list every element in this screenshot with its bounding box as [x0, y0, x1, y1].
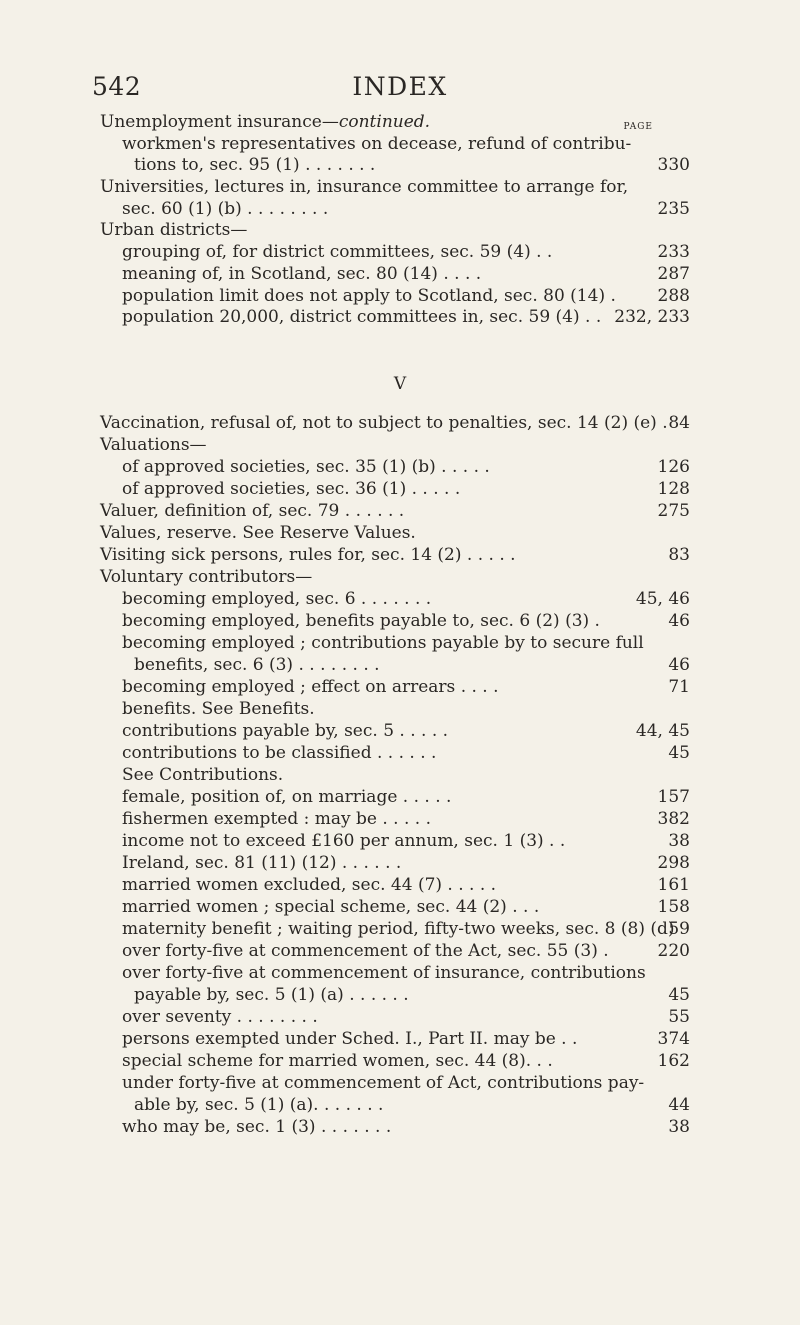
entry-text: contributions payable by, sec. 5 . . . . . — [122, 721, 449, 741]
entry-text: income not to exceed £160 per annum, sec. 1 (3) . . — [122, 831, 566, 851]
index-entry — [0, 698, 800, 720]
entry-text: tions to, sec. 95 (1) . . . . . . . — [134, 155, 376, 176]
index-entry — [0, 1028, 800, 1050]
index-entry — [0, 808, 800, 830]
index-entry — [0, 764, 800, 786]
index-entry — [0, 984, 800, 1006]
entry-page: 330 — [657, 155, 690, 176]
entry-text: workmen's representatives on decease, refund of contribu- — [122, 133, 632, 154]
index-entry — [0, 852, 800, 874]
index-entry — [0, 220, 800, 242]
entry-text: Values, reserve. See Reserve Values. — [100, 523, 416, 543]
index-entry — [0, 1072, 800, 1094]
entry-text: meaning of, in Scotland, sec. 80 (14) . . . . — [122, 263, 482, 284]
index-entry — [0, 434, 800, 456]
entry-page: 232, 233 — [614, 307, 690, 328]
index-entry — [0, 720, 800, 742]
entry-text: who may be, sec. 1 (3) . . . . . . . — [122, 1117, 392, 1137]
entry-page: 44 — [668, 1095, 690, 1115]
entry-page: 288 — [657, 285, 690, 306]
entry-page: 374 — [657, 1029, 690, 1049]
entry-text: over forty-five at commencement of the Act, sec. 55 (3) . — [122, 941, 609, 961]
entry-text: of approved societies, sec. 36 (1) . . . . . — [122, 479, 461, 499]
entry-text: Ireland, sec. 81 (11) (12) . . . . . . — [122, 853, 402, 873]
entry-page: 38 — [668, 831, 690, 851]
entry-text: married women ; special scheme, sec. 44 (2) . . . — [122, 897, 540, 917]
entry-page: 298 — [657, 853, 690, 873]
index-entry — [0, 544, 800, 566]
entry-text: under forty-five at commencement of Act, contributions pay- — [122, 1073, 645, 1093]
index-entry — [0, 896, 800, 918]
section-letter: V — [393, 374, 407, 394]
entry-page: 220 — [657, 941, 690, 961]
index-entry — [0, 242, 800, 264]
entry-page: 83 — [668, 545, 690, 565]
index-entry — [0, 1006, 800, 1028]
entry-page: 59 — [668, 919, 690, 939]
index-entry — [0, 522, 800, 544]
entry-page: 275 — [657, 501, 690, 521]
entry-text: Voluntary contributors— — [100, 567, 313, 587]
page-number: 542 — [92, 72, 142, 101]
index-entry — [0, 654, 800, 676]
entry-page: 46 — [668, 655, 690, 675]
index-entry — [0, 112, 800, 134]
entry-text: becoming employed, sec. 6 . . . . . . . — [122, 589, 432, 609]
entry-page: 46 — [668, 611, 690, 631]
entry-text: Urban districts— — [100, 220, 248, 241]
index-entry — [0, 588, 800, 610]
entry-page: 158 — [657, 897, 690, 917]
index-entry — [0, 177, 800, 199]
entry-text: becoming employed ; contributions payable by to secure full — [122, 633, 644, 653]
index-entry — [0, 412, 800, 434]
entry-page: 161 — [657, 875, 690, 895]
entry-text: benefits, sec. 6 (3) . . . . . . . . — [134, 655, 380, 675]
entry-page: 233 — [657, 242, 690, 263]
entry-page: 382 — [657, 809, 690, 829]
index-section-v — [0, 412, 800, 1138]
entry-page: 162 — [657, 1051, 690, 1071]
entry-page: 128 — [657, 479, 690, 499]
entry-page: 84 — [668, 413, 690, 433]
entry-text: becoming employed ; effect on arrears . . . . — [122, 677, 499, 697]
index-entry — [0, 155, 800, 177]
entry-text: of approved societies, sec. 35 (1) (b) . . . . . — [122, 457, 490, 477]
index-entry — [0, 632, 800, 654]
page-column-label: PAGE — [623, 122, 653, 132]
index-entry — [0, 199, 800, 221]
entry-text: sec. 60 (1) (b) . . . . . . . . — [122, 198, 329, 219]
entry-text: population 20,000, district committees in, sec. 59 (4) . . — [122, 307, 602, 328]
index-entry — [0, 264, 800, 286]
page-header — [0, 72, 800, 112]
entry-text: persons exempted under Sched. I., Part II. may be . . — [122, 1029, 578, 1049]
entry-page: 45 — [668, 743, 690, 763]
entry-text: over seventy . . . . . . . . — [122, 1007, 318, 1027]
index-entry — [0, 676, 800, 698]
entry-text: married women excluded, sec. 44 (7) . . . . . — [122, 875, 497, 895]
entry-text: population limit does not apply to Scotland, sec. 80 (14) . — [122, 285, 616, 306]
entry-text: Valuer, definition of, sec. 79 . . . . . . — [100, 501, 405, 521]
entry-page: 45 — [668, 985, 690, 1005]
entry-text: fishermen exempted : may be . . . . . — [122, 809, 431, 829]
index-entry — [0, 962, 800, 984]
index-entry — [0, 918, 800, 940]
index-entry — [0, 456, 800, 478]
index-entry — [0, 1050, 800, 1072]
index-entry — [0, 1094, 800, 1116]
index-section-u — [0, 112, 800, 329]
entry-text: able by, sec. 5 (1) (a). . . . . . . — [134, 1095, 384, 1115]
index-entry — [0, 874, 800, 896]
index-entry — [0, 566, 800, 588]
index-entry — [0, 742, 800, 764]
index-entry — [0, 830, 800, 852]
entry-text: benefits. See Benefits. — [122, 699, 315, 719]
entry-text: contributions to be classified . . . . . . — [122, 743, 437, 763]
entry-text: becoming employed, benefits payable to, sec. 6 (2) (3) . — [122, 611, 600, 631]
entry-page: 287 — [657, 263, 690, 284]
entry-text: maternity benefit ; waiting period, fifty-two weeks, sec. 8 (8) (d) — [122, 919, 675, 939]
entry-page: 126 — [657, 457, 690, 477]
entry-text: See Contributions. — [122, 765, 284, 785]
index-entry — [0, 1116, 800, 1138]
entry-page: 44, 45 — [635, 721, 690, 741]
entry-text: Valuations— — [100, 435, 207, 455]
entry-text: Universities, lectures in, insurance committee to arrange for, — [100, 177, 629, 198]
entry-text: Unemployment insurance—continued. — [100, 112, 431, 132]
entry-page: 71 — [668, 677, 690, 697]
entry-page: 45, 46 — [635, 589, 690, 609]
running-title: INDEX — [352, 72, 448, 101]
entry-text: Vaccination, refusal of, not to subject to penalties, sec. 14 (2) (e) . — [100, 413, 668, 433]
entry-page: 157 — [657, 787, 690, 807]
entry-text: payable by, sec. 5 (1) (a) . . . . . . — [134, 985, 409, 1005]
entry-text: grouping of, for district committees, sec. 59 (4) . . — [122, 242, 553, 263]
entry-page: 55 — [668, 1007, 690, 1027]
entry-text: special scheme for married women, sec. 44 (8). . . — [122, 1051, 553, 1071]
index-entry — [0, 478, 800, 500]
entry-page: 38 — [668, 1117, 690, 1137]
index-entry — [0, 940, 800, 962]
index-entry — [0, 307, 800, 329]
entry-page: 235 — [657, 198, 690, 219]
entry-text: over forty-five at commencement of insurance, contributions — [122, 963, 646, 983]
index-entry — [0, 786, 800, 808]
entry-text: female, position of, on marriage . . . . . — [122, 787, 452, 807]
index-entry — [0, 286, 800, 308]
index-entry — [0, 500, 800, 522]
entry-text: Visiting sick persons, rules for, sec. 14 (2) . . . . . — [100, 545, 516, 565]
index-entry — [0, 134, 800, 156]
index-entry — [0, 610, 800, 632]
